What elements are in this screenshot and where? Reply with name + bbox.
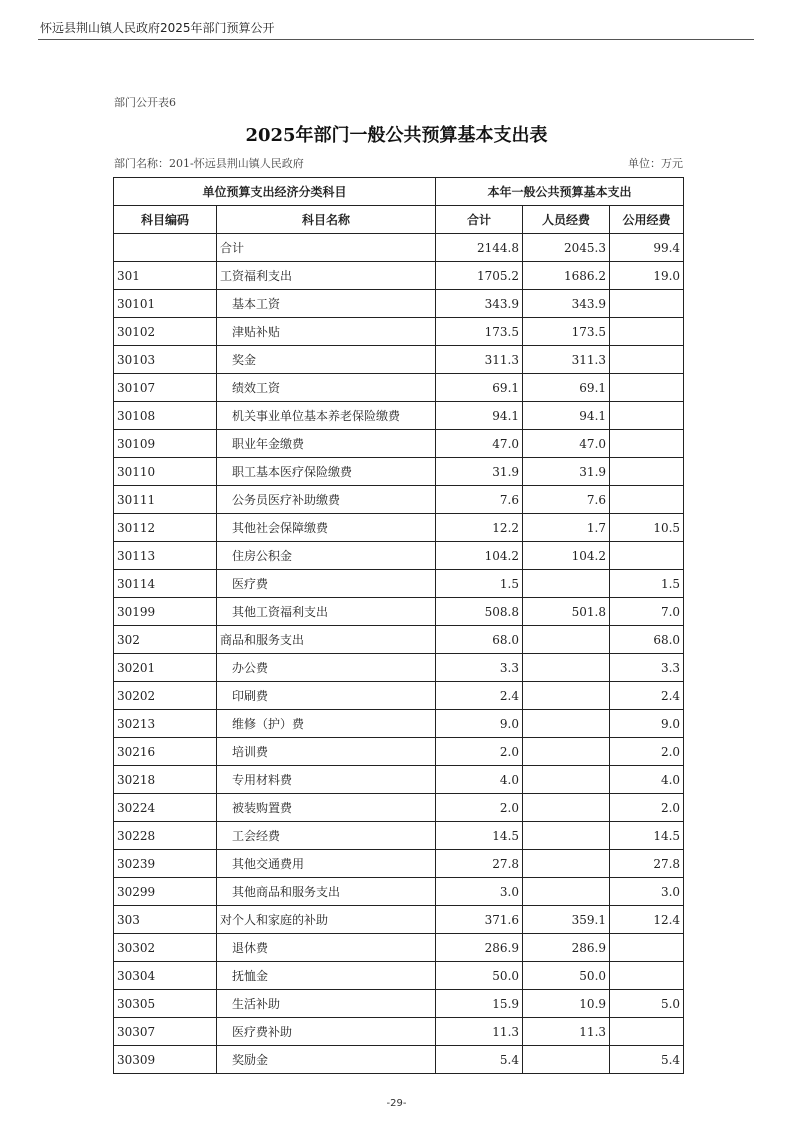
table-row (114, 682, 684, 710)
code-cell: 30218 (114, 766, 217, 794)
personnel-cell (523, 738, 610, 766)
personnel-cell: 31.9 (523, 458, 610, 486)
table-row (114, 822, 684, 850)
code-cell: 30307 (114, 1018, 217, 1046)
code-cell: 30239 (114, 850, 217, 878)
name-cell: 抚恤金 (217, 962, 436, 990)
name-cell: 对个人和家庭的补助 (217, 906, 436, 934)
code-cell: 30199 (114, 598, 217, 626)
public-cell (610, 402, 684, 430)
name-cell: 专用材料费 (217, 766, 436, 794)
table-row (114, 570, 684, 598)
personnel-cell: 1.7 (523, 514, 610, 542)
name-cell: 印刷费 (217, 682, 436, 710)
name-cell: 生活补助 (217, 990, 436, 1018)
total-cell: 5.4 (436, 1046, 523, 1074)
public-cell (610, 318, 684, 346)
code-cell: 30304 (114, 962, 217, 990)
personnel-cell: 104.2 (523, 542, 610, 570)
name-cell: 培训费 (217, 738, 436, 766)
budget-table (113, 177, 684, 1074)
name-cell: 医疗费补助 (217, 1018, 436, 1046)
table-row (114, 878, 684, 906)
public-cell (610, 346, 684, 374)
personnel-cell (523, 570, 610, 598)
personnel-cell: 501.8 (523, 598, 610, 626)
table-row (114, 542, 684, 570)
code-cell: 30216 (114, 738, 217, 766)
total-cell: 9.0 (436, 710, 523, 738)
personnel-cell (523, 682, 610, 710)
name-cell: 工会经费 (217, 822, 436, 850)
public-cell: 4.0 (610, 766, 684, 794)
column-header-personnel: 人员经费 (523, 206, 610, 234)
table-row (114, 738, 684, 766)
total-cell: 2144.8 (436, 234, 523, 262)
total-cell: 1.5 (436, 570, 523, 598)
personnel-cell: 47.0 (523, 430, 610, 458)
table-row (114, 598, 684, 626)
personnel-cell (523, 878, 610, 906)
column-header-name: 科目名称 (217, 206, 436, 234)
code-cell (114, 234, 217, 262)
code-cell: 30108 (114, 402, 217, 430)
code-cell: 30213 (114, 710, 217, 738)
public-cell: 10.5 (610, 514, 684, 542)
public-cell: 68.0 (610, 626, 684, 654)
table-row (114, 654, 684, 682)
table-row (114, 374, 684, 402)
name-cell: 退休费 (217, 934, 436, 962)
unit-label: 单位：万元 (628, 157, 683, 170)
personnel-cell: 343.9 (523, 290, 610, 318)
public-cell (610, 1018, 684, 1046)
code-cell: 30228 (114, 822, 217, 850)
public-cell (610, 374, 684, 402)
personnel-cell: 50.0 (523, 962, 610, 990)
code-cell: 30302 (114, 934, 217, 962)
personnel-cell: 173.5 (523, 318, 610, 346)
total-cell: 371.6 (436, 906, 523, 934)
code-cell: 30110 (114, 458, 217, 486)
name-cell: 其他社会保障缴费 (217, 514, 436, 542)
personnel-cell (523, 822, 610, 850)
total-cell: 50.0 (436, 962, 523, 990)
personnel-cell: 7.6 (523, 486, 610, 514)
total-cell: 94.1 (436, 402, 523, 430)
public-cell: 5.0 (610, 990, 684, 1018)
column-header-row (114, 206, 684, 234)
name-cell: 奖金 (217, 346, 436, 374)
total-cell: 47.0 (436, 430, 523, 458)
code-cell: 30101 (114, 290, 217, 318)
table-row (114, 346, 684, 374)
personnel-cell: 2045.3 (523, 234, 610, 262)
code-cell: 30114 (114, 570, 217, 598)
public-cell (610, 486, 684, 514)
name-cell: 机关事业单位基本养老保险缴费 (217, 402, 436, 430)
personnel-cell (523, 794, 610, 822)
total-cell: 68.0 (436, 626, 523, 654)
table-row (114, 486, 684, 514)
public-cell (610, 934, 684, 962)
name-cell: 住房公积金 (217, 542, 436, 570)
total-cell: 2.0 (436, 738, 523, 766)
code-cell: 302 (114, 626, 217, 654)
personnel-cell: 11.3 (523, 1018, 610, 1046)
personnel-cell: 69.1 (523, 374, 610, 402)
table-row (114, 1046, 684, 1074)
name-cell: 职业年金缴费 (217, 430, 436, 458)
name-cell: 津贴补贴 (217, 318, 436, 346)
public-cell: 2.4 (610, 682, 684, 710)
public-cell (610, 542, 684, 570)
table-row (114, 766, 684, 794)
group-header-row (114, 178, 684, 206)
total-cell: 69.1 (436, 374, 523, 402)
public-cell (610, 290, 684, 318)
name-cell: 基本工资 (217, 290, 436, 318)
public-cell: 12.4 (610, 906, 684, 934)
column-header-code: 科目编码 (114, 206, 217, 234)
public-cell: 5.4 (610, 1046, 684, 1074)
public-cell: 9.0 (610, 710, 684, 738)
total-cell: 508.8 (436, 598, 523, 626)
name-cell: 办公费 (217, 654, 436, 682)
header-rule (38, 39, 754, 40)
table-row (114, 626, 684, 654)
code-cell: 30107 (114, 374, 217, 402)
public-cell: 99.4 (610, 234, 684, 262)
total-cell: 2.4 (436, 682, 523, 710)
name-cell: 商品和服务支出 (217, 626, 436, 654)
table-number: 部门公开表6 (114, 96, 176, 109)
code-cell: 301 (114, 262, 217, 290)
personnel-cell: 311.3 (523, 346, 610, 374)
public-cell: 7.0 (610, 598, 684, 626)
code-cell: 303 (114, 906, 217, 934)
running-header: 怀远县荆山镇人民政府2025年部门预算公开 (40, 21, 275, 35)
public-cell: 27.8 (610, 850, 684, 878)
personnel-cell: 10.9 (523, 990, 610, 1018)
table-row (114, 458, 684, 486)
table-row (114, 1018, 684, 1046)
table-row (114, 906, 684, 934)
table-row (114, 962, 684, 990)
name-cell: 医疗费 (217, 570, 436, 598)
total-cell: 3.3 (436, 654, 523, 682)
public-cell (610, 430, 684, 458)
name-cell: 绩效工资 (217, 374, 436, 402)
page-title: 2025年部门一般公共预算基本支出表 (245, 125, 548, 146)
column-header-public: 公用经费 (610, 206, 684, 234)
name-cell: 其他工资福利支出 (217, 598, 436, 626)
budget-table-body (114, 234, 684, 1074)
total-cell: 7.6 (436, 486, 523, 514)
public-cell: 3.3 (610, 654, 684, 682)
table-row (114, 794, 684, 822)
personnel-cell (523, 1046, 610, 1074)
total-cell: 4.0 (436, 766, 523, 794)
public-cell: 19.0 (610, 262, 684, 290)
total-cell: 3.0 (436, 878, 523, 906)
name-cell: 公务员医疗补助缴费 (217, 486, 436, 514)
total-cell: 173.5 (436, 318, 523, 346)
name-cell: 维修（护）费 (217, 710, 436, 738)
table-row (114, 934, 684, 962)
code-cell: 30299 (114, 878, 217, 906)
code-cell: 30111 (114, 486, 217, 514)
code-cell: 30113 (114, 542, 217, 570)
total-cell: 15.9 (436, 990, 523, 1018)
personnel-cell (523, 850, 610, 878)
code-cell: 30309 (114, 1046, 217, 1074)
public-cell: 2.0 (610, 794, 684, 822)
name-cell: 工资福利支出 (217, 262, 436, 290)
personnel-cell (523, 710, 610, 738)
personnel-cell: 94.1 (523, 402, 610, 430)
personnel-cell (523, 626, 610, 654)
name-cell: 其他交通费用 (217, 850, 436, 878)
table-row (114, 318, 684, 346)
table-row (114, 234, 684, 262)
total-cell: 11.3 (436, 1018, 523, 1046)
total-cell: 311.3 (436, 346, 523, 374)
name-cell: 合计 (217, 234, 436, 262)
total-cell: 1705.2 (436, 262, 523, 290)
public-cell: 1.5 (610, 570, 684, 598)
total-cell: 27.8 (436, 850, 523, 878)
page-number: -29- (386, 1098, 407, 1109)
code-cell: 30305 (114, 990, 217, 1018)
personnel-cell: 1686.2 (523, 262, 610, 290)
public-cell: 14.5 (610, 822, 684, 850)
table-row (114, 990, 684, 1018)
total-cell: 12.2 (436, 514, 523, 542)
total-cell: 31.9 (436, 458, 523, 486)
group-header-basic-expenditure: 本年一般公共预算基本支出 (436, 178, 684, 206)
table-row (114, 430, 684, 458)
personnel-cell: 359.1 (523, 906, 610, 934)
table-row (114, 710, 684, 738)
table-row (114, 850, 684, 878)
code-cell: 30109 (114, 430, 217, 458)
personnel-cell (523, 654, 610, 682)
total-cell: 14.5 (436, 822, 523, 850)
name-cell: 其他商品和服务支出 (217, 878, 436, 906)
total-cell: 343.9 (436, 290, 523, 318)
table-row (114, 514, 684, 542)
column-header-total: 合计 (436, 206, 523, 234)
code-cell: 30202 (114, 682, 217, 710)
total-cell: 2.0 (436, 794, 523, 822)
public-cell (610, 962, 684, 990)
code-cell: 30224 (114, 794, 217, 822)
total-cell: 104.2 (436, 542, 523, 570)
name-cell: 被装购置费 (217, 794, 436, 822)
table-row (114, 402, 684, 430)
code-cell: 30102 (114, 318, 217, 346)
name-cell: 奖励金 (217, 1046, 436, 1074)
public-cell: 2.0 (610, 738, 684, 766)
table-row (114, 262, 684, 290)
code-cell: 30201 (114, 654, 217, 682)
code-cell: 30103 (114, 346, 217, 374)
code-cell: 30112 (114, 514, 217, 542)
public-cell (610, 458, 684, 486)
table-row (114, 290, 684, 318)
name-cell: 职工基本医疗保险缴费 (217, 458, 436, 486)
group-header-classification: 单位预算支出经济分类科目 (114, 178, 436, 206)
personnel-cell: 286.9 (523, 934, 610, 962)
public-cell: 3.0 (610, 878, 684, 906)
department-name: 部门名称：201-怀远县荆山镇人民政府 (114, 157, 304, 170)
total-cell: 286.9 (436, 934, 523, 962)
personnel-cell (523, 766, 610, 794)
